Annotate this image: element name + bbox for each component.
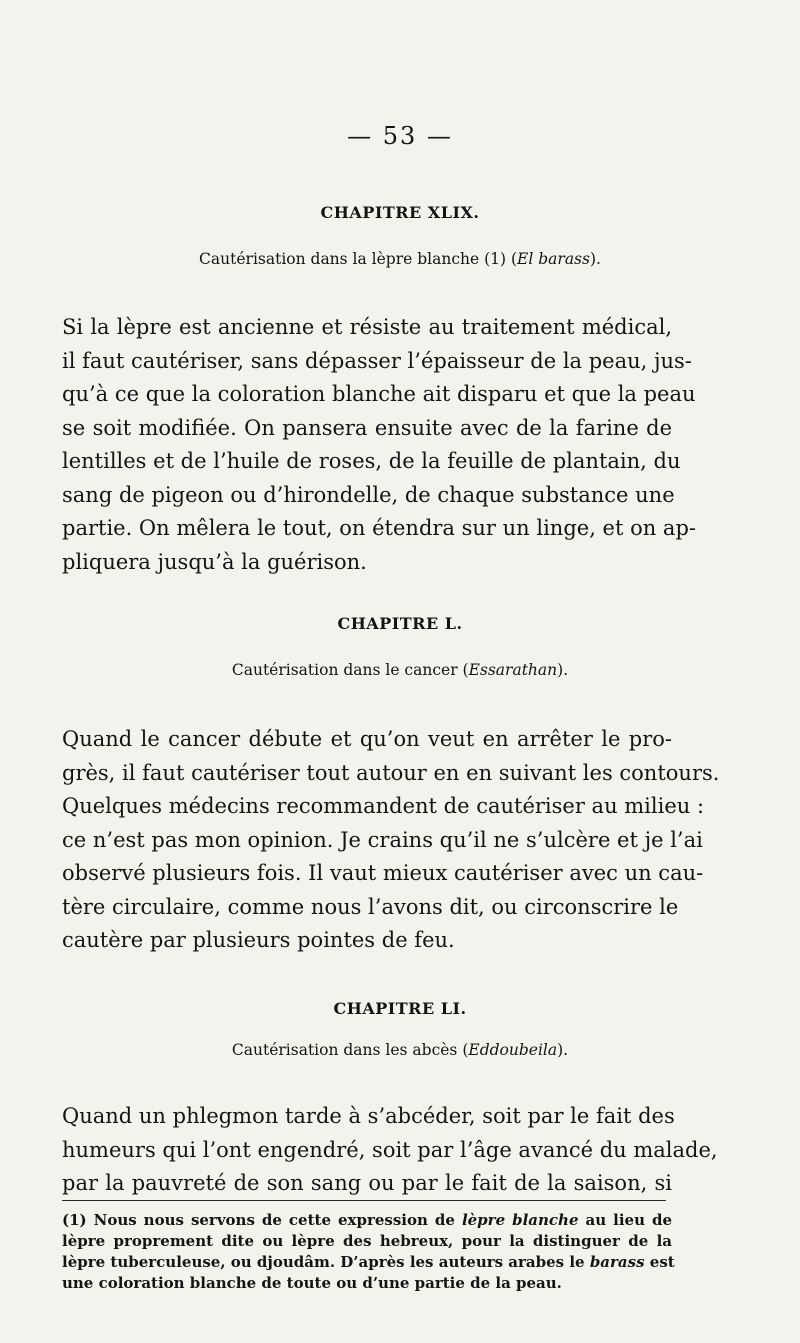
paragraph-line: observé plusieurs fois. Il vaut mieux cautériser avec un cau- [62, 861, 704, 885]
paragraph-line: lentilles et de l’huile de roses, de la feuille de plantain, du [62, 449, 681, 473]
paragraph-line: grès, il faut cautériser tout autour en en suivant les contours. [62, 760, 720, 785]
chapter-49-subtitle-suffix: ). [589, 250, 601, 268]
paragraph-line: partie. On mêlera le tout, on étendra sur un linge, et on ap- [62, 516, 696, 540]
paragraph-line: qu’à ce que la coloration blanche ait disparu et que la peau [62, 382, 696, 406]
footnote-line: une coloration blanche de toute ou d’une partie de la peau. [62, 1274, 562, 1292]
paragraph-line: tère circulaire, comme nous l’avons dit, ou circonscrire le [62, 894, 679, 919]
footnote-line1-term: lèpre blanche [461, 1211, 579, 1229]
chapter-51-subtitle-prefix: Cautérisation dans les abcès ( [231, 1041, 469, 1059]
paragraph-line: Quand le cancer débute et qu’on veut en arrêter le pro- [62, 727, 672, 751]
paragraph-line: Quand un phlegmon tarde à s’abcéder, soit par le fait des [62, 1104, 675, 1128]
chapter-50-subtitle [0, 661, 800, 679]
paragraph-line: Si la lèpre est ancienne et résiste au traitement médical, [62, 315, 672, 339]
chapter-51-subtitle-suffix: ). [557, 1041, 569, 1059]
paragraph-line: cautère par plusieurs pointes de feu. [62, 928, 455, 952]
paragraph-line: ce n’est pas mon opinion. Je crains qu’il ne s’ulcère et je l’ai [62, 827, 703, 852]
footnote-line [62, 1252, 675, 1273]
paragraph-line: se soit modifiée. On pansera ensuite avec de la farine de [62, 415, 672, 440]
chapter-50-title: CHAPITRE L. [337, 614, 463, 633]
footnote-line1-prefix: (1) Nous nous servons de cette expression de [62, 1211, 462, 1229]
chapter-49-paragraph [62, 311, 696, 579]
footnote-line: lèpre proprement dite ou lèpre des hebreux, pour la distinguer de la [62, 1232, 672, 1250]
chapter-51-paragraph [62, 1100, 718, 1201]
paragraph-line: sang de pigeon ou d’hirondelle, de chaque substance une [62, 482, 675, 507]
paragraph-line: il faut cautériser, sans dépasser l’épaisseur de la peau, jus- [62, 348, 692, 373]
paragraph-line: Quelques médecins recommandent de cautériser au milieu : [62, 794, 705, 818]
chapter-51-subtitle [0, 1041, 800, 1059]
chapter-51-subtitle-term: Eddoubeila [468, 1041, 558, 1059]
chapter-51-title: CHAPITRE LI. [333, 999, 467, 1018]
footnote-line [62, 1210, 672, 1231]
chapter-49-subtitle-term: El barass [517, 250, 590, 268]
chapter-50-paragraph [62, 723, 720, 958]
footnote-line3-prefix: lèpre tuberculeuse, ou djoudâm. D’après les auteurs arabes le [62, 1253, 590, 1271]
footnote-divider [62, 1200, 666, 1201]
paragraph-line: humeurs qui l’ont engendré, soit par l’âge avancé du malade, [62, 1137, 718, 1162]
paragraph-line: pliquera jusqu’à la guérison. [62, 549, 367, 574]
paragraph-line: par la pauvreté de son sang ou par le fait de la saison, si [62, 1171, 672, 1195]
chapter-49-title: CHAPITRE XLIX. [320, 203, 480, 222]
footnote [62, 1210, 675, 1294]
footnote-line1-suffix: au lieu de [578, 1211, 673, 1229]
chapter-49-subtitle [0, 250, 800, 268]
chapter-49-subtitle-prefix: Cautérisation dans la lèpre blanche (1) ( [199, 250, 518, 268]
chapter-50-subtitle-term: Essarathan [468, 661, 558, 679]
chapter-50-subtitle-prefix: Cautérisation dans le cancer ( [231, 661, 469, 679]
page-number: — 53 — [347, 122, 453, 150]
footnote-line3-suffix: est [644, 1253, 675, 1271]
chapter-50-subtitle-suffix: ). [557, 661, 569, 679]
footnote-line3-term: barass [589, 1253, 645, 1271]
